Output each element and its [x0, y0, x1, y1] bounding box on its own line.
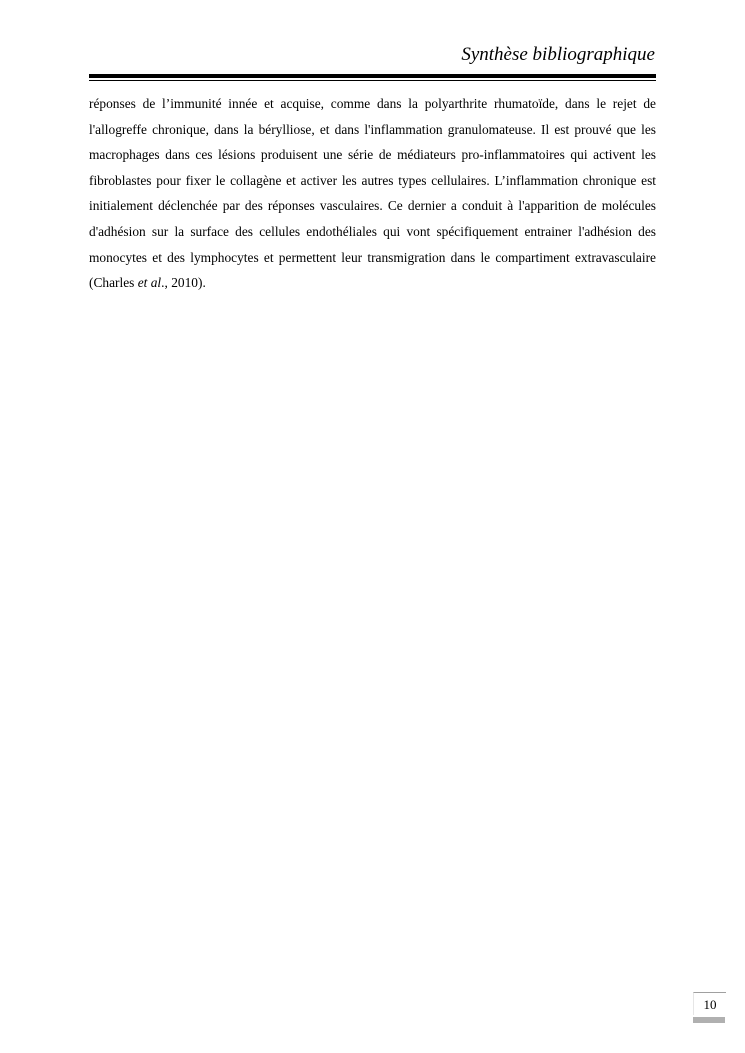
- body-paragraph-block: [89, 91, 656, 296]
- body-paragraph: [89, 91, 656, 296]
- running-header-title: Synthèse bibliographique: [461, 44, 655, 65]
- citation-year: ., 2010).: [161, 275, 206, 291]
- page-number-decoration-bar: [693, 1017, 725, 1023]
- header-double-rule: [89, 74, 656, 82]
- paragraph-text: réponses de l’immunité innée et acquise, comme dans la polyarthrite rhumatoïde, dans le rejet de l'allogreffe chronique, dans la bérylliose, et dans l'inflammation granulomateuse. Il est prouvé que les macrophages dans ces lésions produisent une série de médiateurs pro-inflammatoires qui activent les fibroblastes pour fixer le collagène et activer les autres types cellulaires. L’inflammation chronique est initialement déclenchée par des réponses vasculaires. Ce dernier a conduit à l'apparition de molécules d'adhésion sur la surface des cellules endothéliales qui vont spécifiquement entrainer l'adhésion des monocytes et des lymphocytes et permettent leur transmigration dans le compartiment extravasculaire (Charles: [89, 96, 656, 291]
- header-rule-thick-line: [89, 74, 656, 78]
- citation-et-al: et al: [137, 275, 162, 291]
- page-number: 10: [693, 992, 726, 1015]
- header-rule-thin-line: [89, 80, 656, 81]
